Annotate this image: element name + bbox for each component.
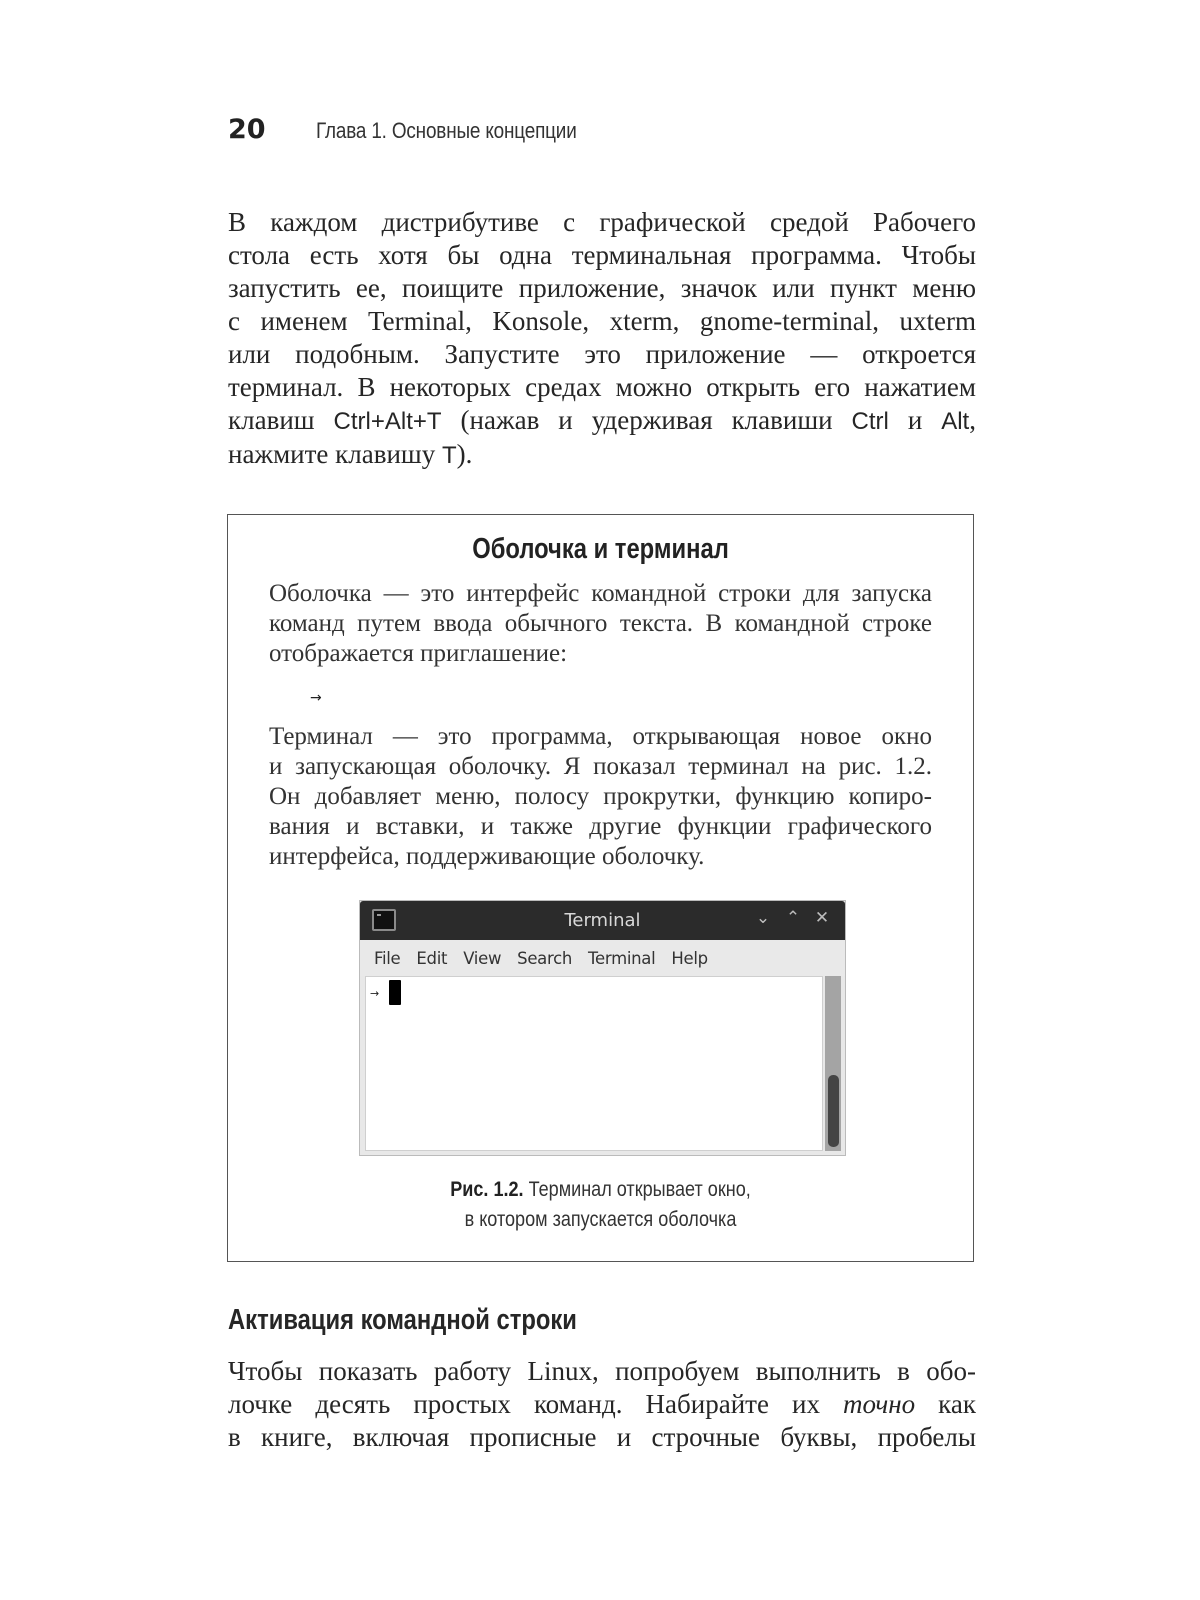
text-line: Терминал — это программа, открывающая новое окно <box>269 723 932 750</box>
text-run: лочке десять простых команд. Набирайте их <box>228 1389 844 1419</box>
minimize-icon: ⌄ <box>755 908 771 928</box>
text-run: , <box>969 405 976 435</box>
key-t: T <box>441 442 457 469</box>
text-line: и запускающая оболочку. Я показал терминал на рис. 1.2. <box>269 753 932 780</box>
caption-text: Терминал открывает окно, <box>523 1178 751 1201</box>
menu-file: File <box>374 948 401 968</box>
text-line: или подобным. Запустите это приложение — откроется <box>228 339 976 369</box>
text-line: Чтобы показать работу Linux, попробуем выполнить в обо- <box>228 1356 976 1386</box>
menu-edit: Edit <box>416 948 448 968</box>
running-head <box>228 114 619 154</box>
text-line <box>228 438 976 472</box>
terminal-window-figure <box>359 900 846 1156</box>
sidebar-box <box>227 514 974 1262</box>
text-line: в книге, включая прописные и строчные буквы, пробелы <box>228 1422 976 1452</box>
text-run: (нажав и удерживая клавиши <box>441 405 852 435</box>
menu-view: View <box>463 948 502 968</box>
menu-help: Help <box>671 948 708 968</box>
caption-label: Рис. 1.2. <box>450 1178 524 1201</box>
terminal-cursor <box>389 980 401 1005</box>
text-run: клавиш <box>228 405 334 435</box>
terminal-scrollbar <box>825 976 841 1151</box>
text-line: Он добавляет меню, полосу прокрутки, функцию копиро- <box>269 783 932 810</box>
key-alt: Alt <box>941 408 970 435</box>
terminal-content <box>365 976 823 1151</box>
page-number: 20 <box>228 114 266 145</box>
emphasis: точно <box>843 1389 916 1419</box>
close-icon: ✕ <box>814 908 830 928</box>
key-ctrl: Ctrl <box>851 408 889 435</box>
figure-caption <box>228 1175 973 1235</box>
prompt-arrow-icon: → <box>310 690 322 706</box>
terminal-scroll-thumb <box>828 1075 839 1147</box>
section-paragraph <box>228 1355 976 1454</box>
text-line: Оболочка — это интерфейс командной строки для запуска <box>269 580 932 607</box>
key-combo: Ctrl+Alt+T <box>333 408 442 435</box>
terminal-window-title: Terminal <box>564 910 641 931</box>
menu-search: Search <box>517 948 573 968</box>
caption-line: в котором запускается оболочка <box>464 1208 737 1231</box>
text-line <box>228 404 976 438</box>
text-line: команд путем ввода обычного текста. В командной строке <box>269 610 932 637</box>
menu-terminal: Terminal <box>588 948 656 968</box>
terminal-titlebar <box>360 901 845 940</box>
text-run: ). <box>456 439 473 469</box>
text-run: нажмите клавишу <box>228 439 442 469</box>
text-line: с именем Terminal, Konsole, xterm, gnome-terminal, uxterm <box>228 306 976 336</box>
caption-line <box>280 1175 921 1205</box>
text-line: вания и вставки, и также другие функции графического <box>269 813 932 840</box>
maximize-icon: ⌃ <box>785 908 801 928</box>
text-run: и <box>888 405 942 435</box>
text-line <box>228 1388 976 1421</box>
chapter-title: Глава 1. Основные концепции <box>316 118 577 143</box>
terminal-prompt-icon: → <box>370 987 380 1000</box>
sidebar-paragraph-terminal <box>269 722 932 872</box>
text-line: отображается приглашение: <box>269 640 568 667</box>
text-line: терминал. В некоторых средах можно открыть его нажатием <box>228 372 976 402</box>
text-line: интерфейса, поддерживающие оболочку. <box>269 843 705 870</box>
section-heading: Активация командной строки <box>228 1304 577 1336</box>
text-line: стола есть хотя бы одна терминальная программа. Чтобы <box>228 240 976 270</box>
intro-paragraph <box>228 206 976 472</box>
text-line: запустить ее, поищите приложение, значок или пункт меню <box>228 273 976 303</box>
text-run: как <box>915 1389 976 1419</box>
sidebar-paragraph-shell <box>269 579 932 669</box>
terminal-menubar <box>360 940 845 976</box>
sidebar-title: Оболочка и терминал <box>472 533 729 565</box>
text-line: В каждом дистрибутиве с графической средой Рабочего <box>228 207 976 237</box>
